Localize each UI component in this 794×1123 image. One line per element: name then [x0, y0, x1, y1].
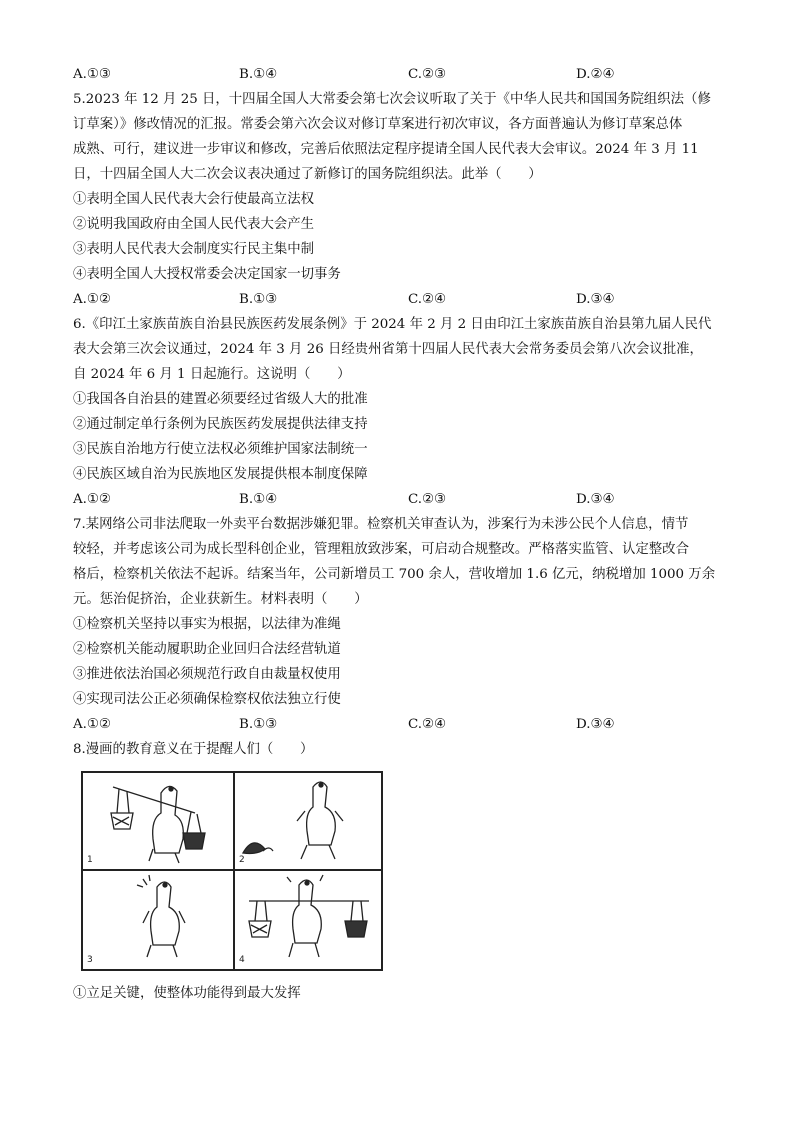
balanced-pole-illustration: [235, 871, 383, 967]
panel-number: 4: [239, 955, 245, 965]
q6-statement: ④民族区域自治为民族地区发展提供根本制度保障: [73, 467, 368, 482]
q7-option-b[interactable]: B.①③: [239, 717, 278, 732]
cartoon-panel-4: [235, 871, 383, 967]
q6-option-c[interactable]: C.②③: [408, 492, 447, 507]
q5-statement: ①表明全国人民代表大会行使最高立法权: [73, 192, 315, 207]
confused-figure-illustration: [83, 871, 231, 967]
q6-option-a[interactable]: A.①②: [73, 492, 111, 507]
q8-statement: ①立足关键，使整体功能得到最大发挥: [73, 986, 301, 1001]
q5-statement: ③表明人民代表大会制度实行民主集中制: [73, 242, 315, 257]
cartoon-figure: [81, 771, 383, 971]
q5-statement: ④表明全国人大授权常委会决定国家一切事务: [73, 267, 341, 282]
q6-statement: ②通过制定单行条例为民族医药发展提供法律支持: [73, 417, 368, 432]
q4-options: [73, 62, 728, 87]
q7-stem-line: 元。惩治促挤治，企业获新生。材料表明（ ）: [73, 592, 368, 607]
q8-stem: 8.漫画的教育意义在于提醒人们（ ）: [73, 742, 314, 757]
q4-option-b[interactable]: B.①④: [239, 67, 278, 82]
q5-option-b[interactable]: B.①③: [239, 292, 278, 307]
dropped-basket-illustration: [235, 773, 383, 869]
q5-stem-line: 订草案）》修改情况的汇报。常委会第六次会议对修订草案进行初次审议，各方面普遍认为修订草案总体: [73, 117, 683, 132]
q7-statement: ③推进依法治国必须规范行政自由裁量权使用: [73, 667, 341, 682]
question-5: [73, 87, 728, 312]
q6-statement: ①我国各自治县的建置必须要经过省级人大的批准: [73, 392, 368, 407]
q4-option-c[interactable]: C.②③: [408, 67, 447, 82]
q7-option-a[interactable]: A.①②: [73, 717, 111, 732]
q5-option-c[interactable]: C.②④: [408, 292, 447, 307]
q6-option-b[interactable]: B.①④: [239, 492, 278, 507]
q6-statement: ③民族自治地方行使立法权必须维护国家法制统一: [73, 442, 368, 457]
q4-option-a[interactable]: A.①③: [73, 67, 111, 82]
q7-statement: ④实现司法公正必须确保检察权依法独立行使: [73, 692, 341, 707]
panel-number: 3: [87, 955, 93, 965]
q7-stem-line: 较轻，并考虑该公司为成长型科创企业，管理粗放致涉案，可启动合规整改。严格落实监管、认定整改合: [73, 542, 689, 557]
q4-option-d[interactable]: D.②④: [576, 67, 615, 82]
cartoon-panel-2: [235, 773, 383, 869]
q7-stem-line: 7.某网络公司非法爬取一外卖平台数据涉嫌犯罪。检察机关审查认为，涉案行为未涉公民个人信息，情节: [73, 517, 689, 532]
q7-statement: ①检察机关坚持以事实为根据，以法律为准绳: [73, 617, 341, 632]
exam-page: [73, 62, 728, 1006]
carrying-pole-illustration: [83, 773, 231, 869]
q6-stem-line: 表大会第三次会议通过，2024 年 3 月 26 日经贵州省第十四届人民代表大会常务委员会第八次会议批准，: [73, 342, 703, 357]
panel-number: 1: [87, 855, 93, 865]
q5-statement: ②说明我国政府由全国人民代表大会产生: [73, 217, 315, 232]
q7-option-d[interactable]: D.③④: [576, 717, 615, 732]
q5-stem-line: 成熟、可行，建议进一步审议和修改，完善后依照法定程序提请全国人民代表大会审议。2024 年 3 月 11: [73, 142, 699, 157]
question-6: [73, 312, 728, 512]
q7-stem-line: 格后，检察机关依法不起诉。结案当年，公司新增员工 700 余人，营收增加 1.6 亿元，纳税增加 1000 万余: [73, 567, 716, 582]
q6-option-d[interactable]: D.③④: [576, 492, 615, 507]
q5-stem-line: 日，十四届全国人大二次会议表决通过了新修订的国务院组织法。此举（ ）: [73, 167, 542, 182]
q6-stem-line: 6.《印江土家族苗族自治县民族医药发展条例》于 2024 年 2 月 2 日由印江土家族苗族自治县第九届人民代: [73, 317, 712, 332]
cartoon-panel-1: [83, 773, 231, 869]
q7-option-c[interactable]: C.②④: [408, 717, 447, 732]
q6-stem-line: 自 2024 年 6 月 1 日起施行。这说明（ ）: [73, 367, 351, 382]
q5-options: [73, 287, 728, 312]
q6-options: [73, 487, 728, 512]
q5-option-a[interactable]: A.①②: [73, 292, 111, 307]
question-7: [73, 512, 728, 737]
q5-stem-line: 5.2023 年 12 月 25 日，十四届全国人大常委会第七次会议听取了关于《中华人民共和国国务院组织法（修: [73, 92, 711, 107]
q5-option-d[interactable]: D.③④: [576, 292, 615, 307]
q7-statement: ②检察机关能动履职助企业回归合法经营轨道: [73, 642, 341, 657]
panel-number: 2: [239, 855, 245, 865]
question-8: [73, 737, 728, 1006]
cartoon-panel-3: [83, 871, 231, 967]
q7-options: [73, 712, 728, 737]
